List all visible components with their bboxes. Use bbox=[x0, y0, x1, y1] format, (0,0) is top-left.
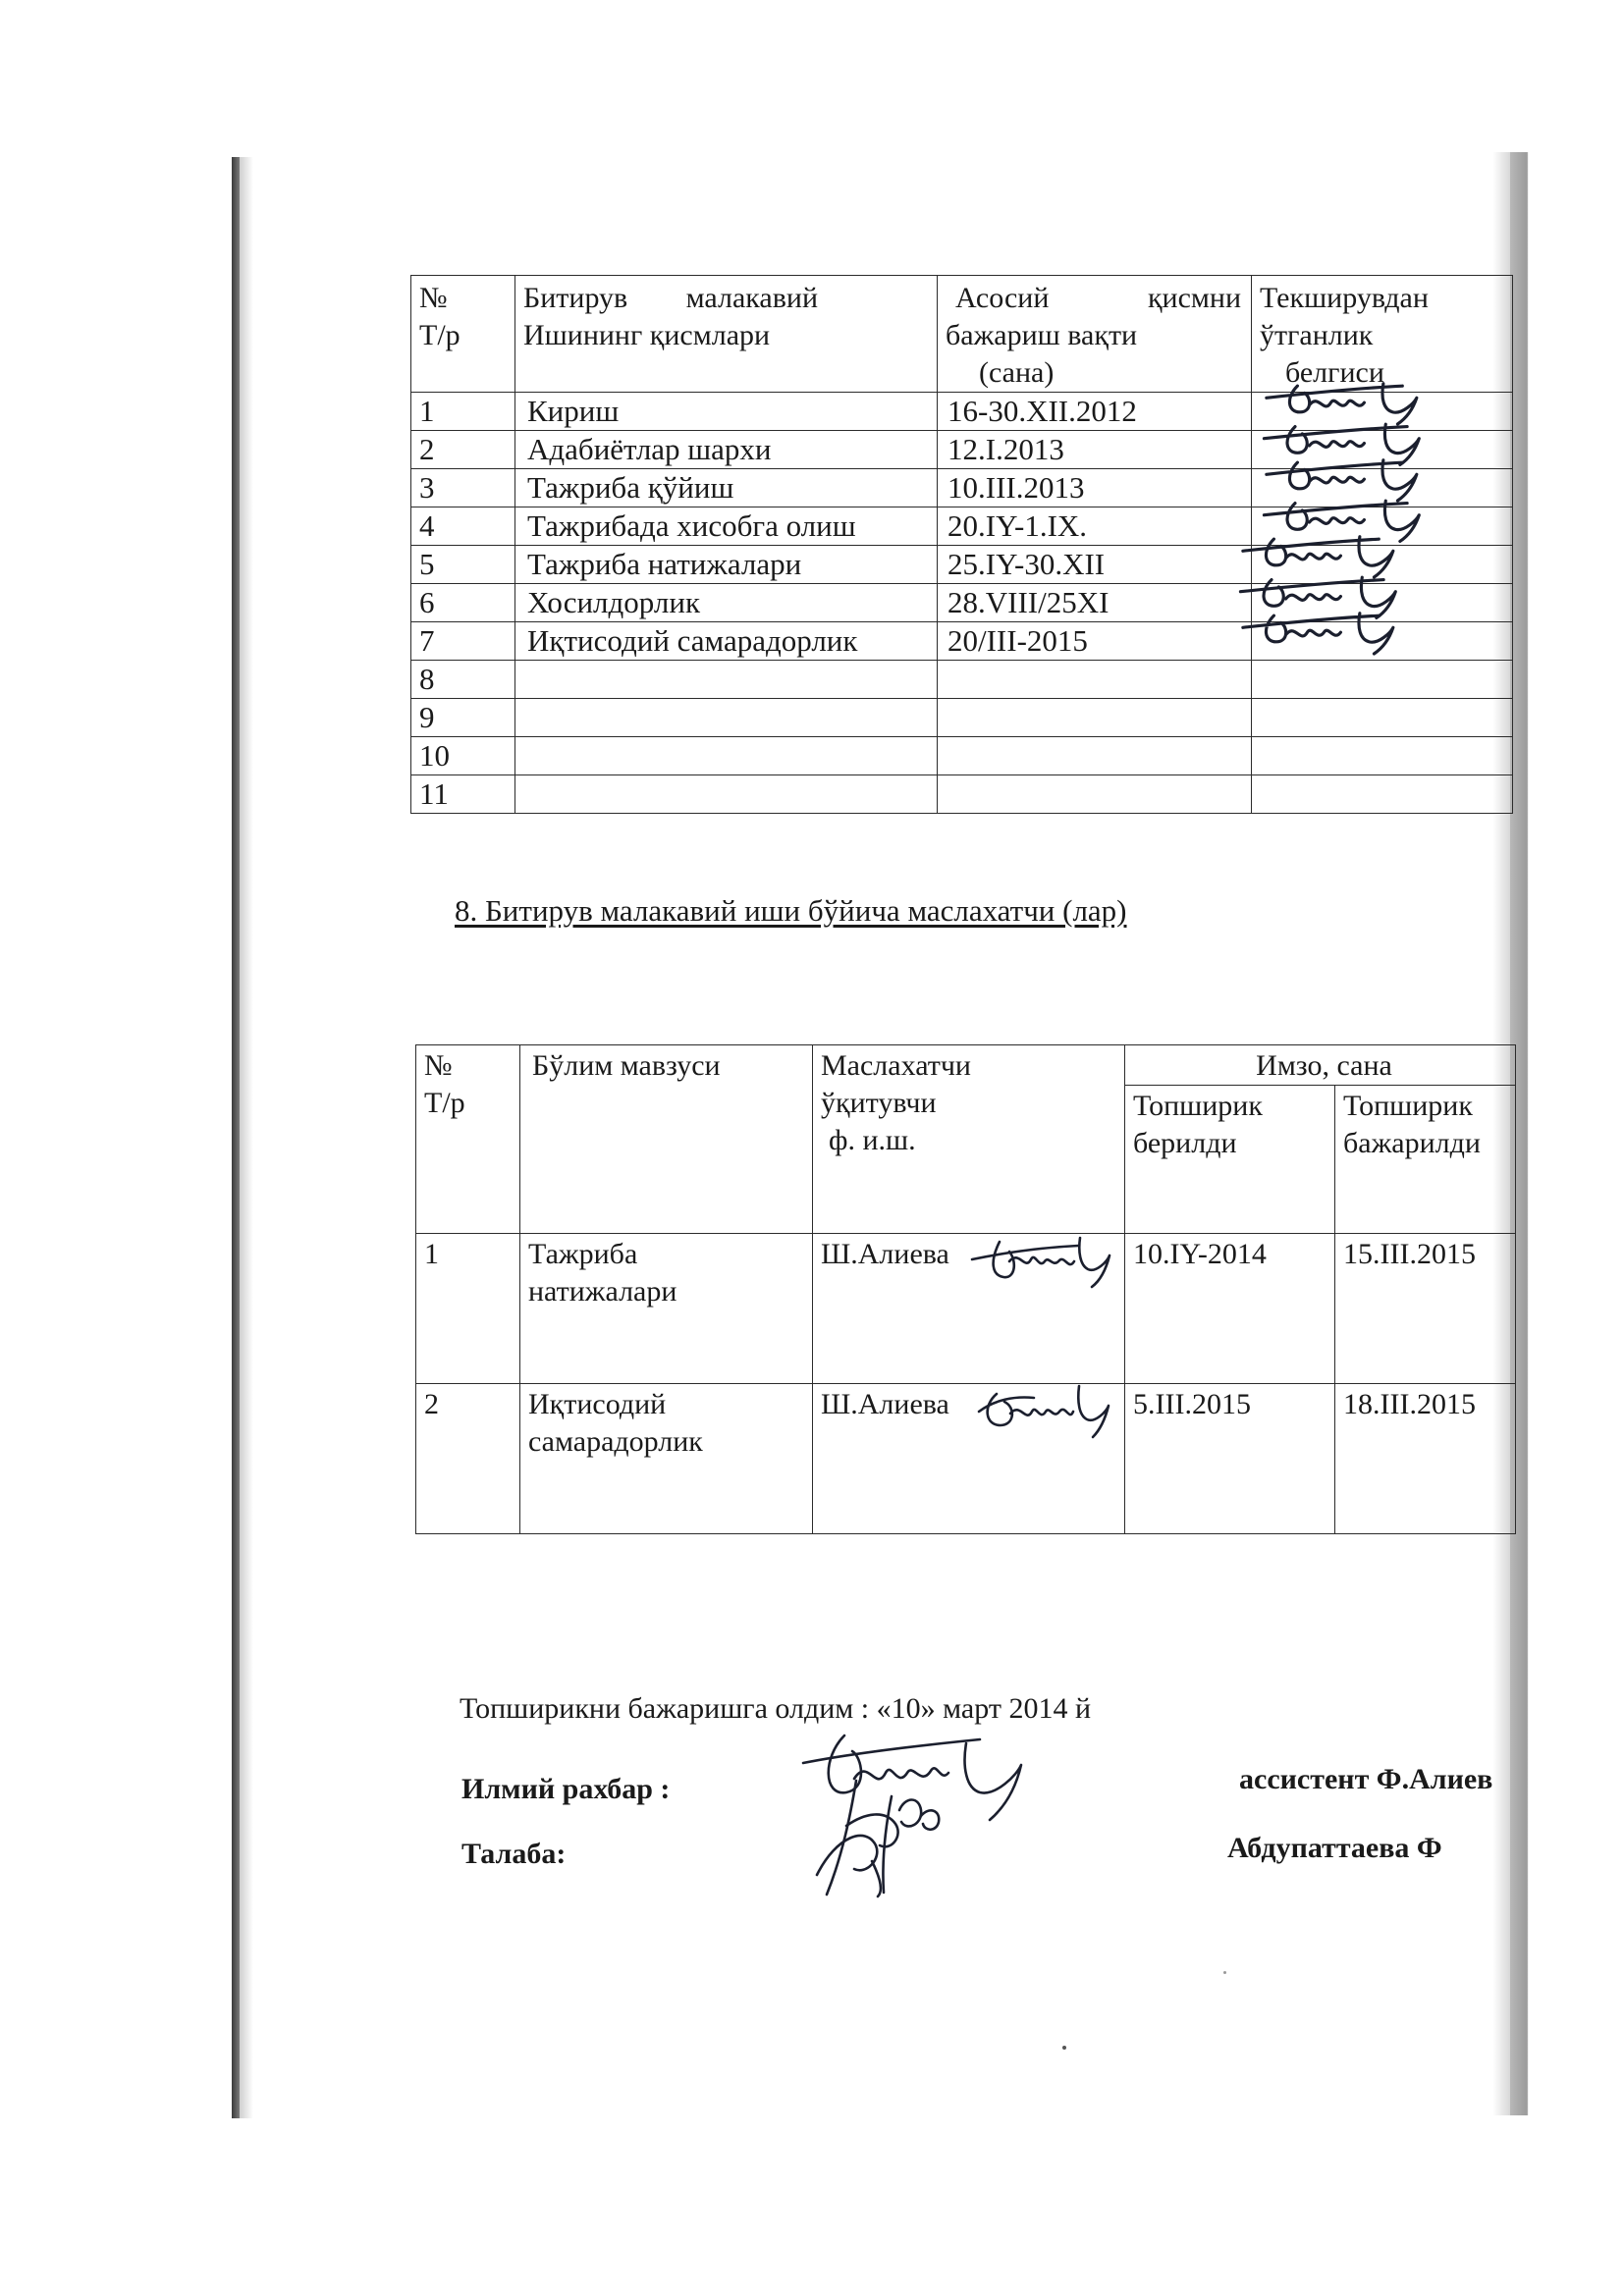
header-parts-word2: малакавий bbox=[685, 282, 818, 314]
header-done-line1: Топширик bbox=[1343, 1090, 1473, 1122]
row-number: 5 bbox=[411, 546, 515, 584]
row-done-date: 15.III.2015 bbox=[1335, 1234, 1516, 1384]
work-schedule-rows bbox=[411, 393, 1513, 814]
advisor-signature bbox=[975, 1382, 1122, 1441]
row-topic bbox=[520, 1234, 813, 1384]
table-row bbox=[411, 469, 1513, 507]
scan-right-edge bbox=[1510, 152, 1624, 2115]
row-number: 3 bbox=[411, 469, 515, 507]
row-check-mark bbox=[1252, 737, 1513, 775]
row-date: 10.III.2013 bbox=[938, 469, 1252, 507]
row-date: 25.IY-30.XII bbox=[938, 546, 1252, 584]
header-advisor-line2: ўқитувчи bbox=[821, 1087, 937, 1119]
student-label: Талаба: bbox=[461, 1838, 567, 1870]
row-number: 1 bbox=[411, 393, 515, 431]
header-topic-text: Бўлим мавзуси bbox=[532, 1049, 721, 1082]
row-number: 2 bbox=[411, 431, 515, 469]
row-advisor-name: Ш.Алиева bbox=[821, 1388, 949, 1420]
work-schedule-table bbox=[410, 275, 1513, 814]
header-number-abbr: Т/р bbox=[419, 319, 460, 351]
header-parts bbox=[515, 276, 938, 393]
row-part: Иқтисодий самарадорлик bbox=[515, 622, 938, 661]
table-row bbox=[416, 1234, 1516, 1384]
header-number-sign: № bbox=[424, 1049, 453, 1082]
table-row bbox=[411, 584, 1513, 622]
row-check-mark bbox=[1252, 622, 1513, 661]
row-check-mark bbox=[1252, 393, 1513, 431]
row-check-mark bbox=[1252, 661, 1513, 699]
row-date: 12.I.2013 bbox=[938, 431, 1252, 469]
row-topic-line1: Иқтисодий bbox=[528, 1388, 667, 1420]
table-row bbox=[411, 507, 1513, 546]
row-check-mark bbox=[1252, 699, 1513, 737]
row-number: 11 bbox=[411, 775, 515, 814]
header-check-line2: ўтганлик bbox=[1260, 319, 1374, 351]
row-part bbox=[515, 699, 938, 737]
row-date: 28.VIII/25XI bbox=[938, 584, 1252, 622]
row-number: 9 bbox=[411, 699, 515, 737]
table-row bbox=[416, 1384, 1516, 1534]
row-topic-line1: Тажриба bbox=[528, 1238, 638, 1270]
task-accepted-line: Топширикни бажаришга олдим : «10» март 2014 й bbox=[460, 1692, 1091, 1725]
table-row bbox=[411, 661, 1513, 699]
row-advisor bbox=[813, 1384, 1125, 1534]
header-advisor bbox=[813, 1045, 1125, 1234]
header-done-line2: бажарилди bbox=[1343, 1127, 1481, 1159]
scan-binding-shadow bbox=[240, 157, 253, 2118]
row-number: 10 bbox=[411, 737, 515, 775]
row-check-mark bbox=[1252, 546, 1513, 584]
row-part: Адабиётлар шархи bbox=[515, 431, 938, 469]
row-number: 8 bbox=[411, 661, 515, 699]
header-check-line3: белгиси bbox=[1285, 356, 1384, 389]
section-8-title: 8. Битирув малакавий иши бўйича маслахатчи (лар) bbox=[455, 893, 1127, 928]
table-row bbox=[411, 699, 1513, 737]
student-name: Абдупаттаева Ф bbox=[1227, 1832, 1442, 1864]
student-signature bbox=[797, 1767, 994, 1904]
row-topic-line2: натижалари bbox=[528, 1275, 677, 1308]
header-dates-line3: (сана) bbox=[979, 356, 1055, 389]
row-check-mark bbox=[1252, 507, 1513, 546]
header-sign-group bbox=[1125, 1045, 1516, 1086]
row-topic bbox=[520, 1384, 813, 1534]
row-check-mark bbox=[1252, 584, 1513, 622]
row-date bbox=[938, 699, 1252, 737]
row-advisor bbox=[813, 1234, 1125, 1384]
row-number: 4 bbox=[411, 507, 515, 546]
row-advisor-name: Ш.Алиева bbox=[821, 1238, 949, 1270]
row-part: Тажриба қўйиш bbox=[515, 469, 938, 507]
row-date bbox=[938, 737, 1252, 775]
header-dates-word2: қисмни bbox=[1147, 282, 1241, 314]
scan-binding-edge bbox=[232, 157, 240, 2118]
header-check bbox=[1252, 276, 1513, 393]
header-number-abbr: Т/р bbox=[424, 1087, 465, 1119]
row-number: 2 bbox=[416, 1384, 520, 1534]
row-given-date: 10.IY-2014 bbox=[1125, 1234, 1335, 1384]
header-number bbox=[416, 1045, 520, 1234]
header-topic bbox=[520, 1045, 813, 1234]
table-header-row bbox=[416, 1045, 1516, 1086]
header-sign-group-text: Имзо, сана bbox=[1256, 1049, 1392, 1082]
row-part: Хосилдорлик bbox=[515, 584, 938, 622]
row-given-date: 5.III.2015 bbox=[1125, 1384, 1335, 1534]
header-given bbox=[1125, 1086, 1335, 1234]
header-check-line1: Текширувдан bbox=[1260, 282, 1429, 314]
header-dates bbox=[938, 276, 1252, 393]
header-done bbox=[1335, 1086, 1516, 1234]
supervisor-name: ассистент Ф.Алиев bbox=[1239, 1763, 1493, 1795]
row-number: 1 bbox=[416, 1234, 520, 1384]
row-date: 16-30.XII.2012 bbox=[938, 393, 1252, 431]
row-check-mark bbox=[1252, 469, 1513, 507]
table-row bbox=[411, 737, 1513, 775]
table-row bbox=[411, 546, 1513, 584]
row-part: Тажрибада хисобга олиш bbox=[515, 507, 938, 546]
header-dates-word1: Асосий bbox=[955, 282, 1050, 314]
row-date: 20/III-2015 bbox=[938, 622, 1252, 661]
table-row bbox=[411, 393, 1513, 431]
row-part: Тажриба натижалари bbox=[515, 546, 938, 584]
row-part: Кириш bbox=[515, 393, 938, 431]
supervisor-label: Илмий рахбар : bbox=[461, 1773, 671, 1805]
table-row bbox=[411, 622, 1513, 661]
advisors-table bbox=[415, 1044, 1516, 1534]
row-part bbox=[515, 775, 938, 814]
supervisor-signature bbox=[793, 1728, 1049, 1826]
row-check-mark bbox=[1252, 431, 1513, 469]
scan-speck bbox=[1223, 1971, 1226, 1974]
row-number: 7 bbox=[411, 622, 515, 661]
row-part bbox=[515, 661, 938, 699]
row-done-date: 18.III.2015 bbox=[1335, 1384, 1516, 1534]
header-advisor-line3: ф. и.ш. bbox=[829, 1124, 916, 1156]
header-parts-word1: Битирув bbox=[523, 282, 628, 314]
row-number: 6 bbox=[411, 584, 515, 622]
header-number bbox=[411, 276, 515, 393]
table-row bbox=[411, 775, 1513, 814]
header-dates-line2: бажариш вақти bbox=[946, 319, 1138, 351]
header-advisor-line1: Маслахатчи bbox=[821, 1049, 971, 1082]
row-topic-line2: самарадорлик bbox=[528, 1425, 703, 1458]
row-date bbox=[938, 775, 1252, 814]
table-row bbox=[411, 431, 1513, 469]
advisor-signature bbox=[970, 1232, 1117, 1291]
header-number-sign: № bbox=[419, 282, 448, 314]
row-check-mark bbox=[1252, 775, 1513, 814]
header-given-line1: Топширик bbox=[1133, 1090, 1263, 1122]
scan-speck bbox=[1062, 2046, 1066, 2050]
row-date bbox=[938, 661, 1252, 699]
header-parts-line2: Ишининг қисмлари bbox=[523, 319, 771, 351]
header-given-line2: берилди bbox=[1133, 1127, 1237, 1159]
row-date: 20.IY-1.IX. bbox=[938, 507, 1252, 546]
row-part bbox=[515, 737, 938, 775]
table-header-row bbox=[411, 276, 1513, 393]
